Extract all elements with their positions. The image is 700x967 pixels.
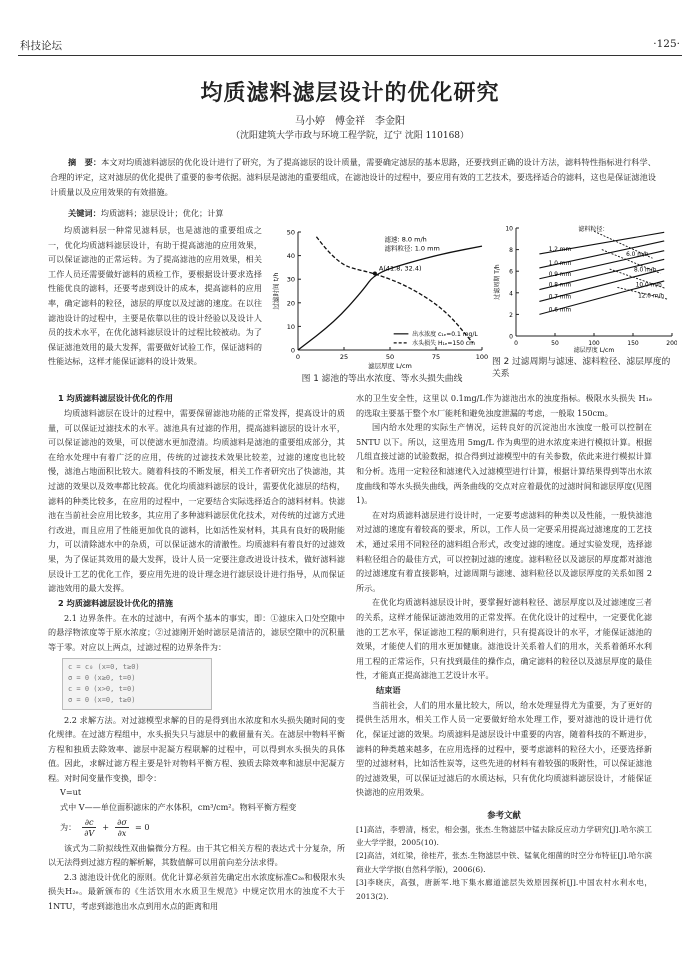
journal-name: 科技论坛 <box>20 40 62 52</box>
figure-2 <box>492 222 677 390</box>
grain-size-label: 1.2 mm <box>548 246 572 253</box>
x-tick-label: 100 <box>588 340 600 347</box>
pde-fraction-1: ∂c ∂V <box>84 817 95 839</box>
y-axis-label: 过滤时间 t/h <box>272 272 280 310</box>
x-axis-label: 滤层厚度 L/cm <box>573 347 615 354</box>
y-tick-label: 10 <box>286 322 295 331</box>
legend-label: 水头损失 H₁ₑ=150 cm <box>412 339 475 347</box>
optimum-point <box>373 272 377 276</box>
abstract-text: 本文对均质滤料滤层的优化设计进行了研究，为了提高滤层的设计质量，需要确定滤层的基本思路，还要找到正确的设计方法，滤料特性指标进行科学、合理的评定，这对滤层的优化提供了重要的参考依据。滤料层是滤池的重要组成，在滤池设计的过程中，要应用有效的工艺技术，要选择适合的滤料，这也是保证滤池设计质量以及应用效果的有效措施。 <box>50 157 656 197</box>
speed-label: 8.0 m/h <box>633 267 657 274</box>
x-tick-label: 50 <box>385 353 395 361</box>
speed-label: 10.0 m/h <box>635 282 662 289</box>
keywords-label: 关键词： <box>68 208 101 218</box>
keywords <box>68 208 224 219</box>
x-tick-label: 100 <box>475 353 489 361</box>
section-1-heading: 1 均质滤料滤层设计优化的作用 <box>58 393 173 403</box>
speed-label: 6.0 m/h <box>626 252 649 259</box>
y-tick-label: 0 <box>290 346 295 355</box>
boundary-line: c = c₀ (x=0, t≥0) <box>68 662 140 671</box>
x-tick-label: 25 <box>339 353 349 361</box>
section-2-heading: 2 均质滤料滤层设计优化的措施 <box>58 597 173 608</box>
left-column <box>48 391 345 914</box>
pde-rhs: = 0 <box>135 822 150 833</box>
page-number: ·125· <box>653 38 680 50</box>
v-definition: 式中 V——单位面积滤床的产水体积，cm³/cm²。物料平衡方程变 <box>60 802 297 813</box>
y-tick-label: 20 <box>286 299 295 308</box>
right-paragraph-1: 水的卫生安全性，这里以 0.1mg/L作为滤池出水的浊度指标。极限水头损失 H₁ₑ 的选取主要基于整个水厂能耗和避免浊度泄漏的考虑，一般取 150cm。 <box>356 393 652 418</box>
legend-label: 出水浓度 c₁ₑ=0.1 mg/L <box>412 330 478 338</box>
x-tick-label: 75 <box>431 353 441 361</box>
figure-2-plot <box>492 222 677 354</box>
x-axis-label: 滤层厚度 L/cm <box>368 362 412 370</box>
optimum-label: A(41.8, 32.4) <box>378 264 422 273</box>
chart-param: 滤料粒径: 1.0 mm <box>384 244 440 253</box>
conclusion-heading: 结束语 <box>376 684 401 695</box>
x-tick-label: 50 <box>551 340 559 347</box>
y-tick-label: 8 <box>509 247 513 255</box>
legend-title: 滤料粒径： <box>578 226 609 234</box>
pde-explanation: 该式为二阶拟线性双曲偏微分方程。由于其它相关方程的表达式十分复杂，所以无法得到过滤方程的解析解，其数值解可以用前向差分法求得。 <box>48 842 345 868</box>
y-tick-label: 0 <box>509 333 513 341</box>
x-tick-label: 0 <box>514 340 518 347</box>
y-tick-label: 2 <box>509 311 513 319</box>
section-2-3-paragraph: 2.3 滤池设计优化的原则。优化计算必须首先确定出水浓度标准C₂ₑ和极限水头损失H₂ₑ。最新颁布的《生活饮用水水质卫生规范》中规定饮用水的浊度不大于 1NTU，考虑到滤池出水点到用水点的距离和用 <box>48 871 345 912</box>
references-title: 参考文献 <box>487 810 521 821</box>
header-rule <box>18 55 682 56</box>
abstract <box>50 155 656 200</box>
boundary-line: c = 0 (x>0, t=0) <box>68 684 136 693</box>
x-tick-label: 0 <box>295 353 301 361</box>
conclusion-text: 当前社会，人们的用水量比较大，所以，给水处理显得尤为重要，为了更好的提供生活用水，相关工作人员一定要做好给水处理工作，要对滤池的设计进行优化，保证过滤的效果。均质滤料是滤层设计中重要的内容，随着科技的不断进步，滤料的种类越来越多，在应用选择的过程中，要考虑滤料的粒径大小，还要选择新型的过滤材料，比如活性炭等，这些先进的材料有着较强的吸附性，可以保证滤池的过滤效果，可以保证过滤后的水质达标，只有优化均质滤料滤层设计，才能保证快滤池的应用效果。 <box>356 699 652 798</box>
intro-paragraph: 均质滤料层一种常见滤料层，也是滤池的重要组成之一，优化均质滤料滤层设计，有助于提高滤池的应用效果，可以保证滤池的正常运转。为了提高滤池的应用效果，相关工作人员还需要做好滤料的质检工作，要根据设计要求选择性能优良的滤料，还要考虑到设计的成本，提高滤料的应用率，确定滤料的粒径，滤层的厚度以及过滤的速度。在以往滤池设计的过程中，主要是依靠以往的设计经验以及设计人员的技术水平，在优化滤料滤层设计的过程比较被动。为了保证滤池效用的最大发挥，需要做好试验工作，保证滤料的性能达标，这样才能保证滤料的设计效果。 <box>48 225 262 367</box>
right-paragraph-4: 在优化均质滤料滤层设计时，要掌握好滤料粒径、滤层厚度以及过滤速度三者的关系，这样才能保证滤池效用的正常发挥。在优化设计的过程中，一定要优化滤池的工艺水平，保证滤池工程的顺利进行，只有提高设计的水平，才能保证滤池的效果，才能使人们的用水更加健康。滤池设计关系着人们的用水，关系着循环水利用工程的正常运作，只有找到最佳的操作点，确定滤料的粒径以及滤层厚度的最佳性，才能真正提高滤池工艺设计水平。 <box>356 597 652 681</box>
affiliation: （沈阳建筑大学市政与环境工程学院，辽宁 沈阳 110168） <box>230 131 470 141</box>
solution-paragraph: 2.2 求解方法。对过滤模型求解的目的是得到出水浓度和水头损失随时间的变化规律。在过滤方程组中，水头损失只与滤层中的截留量有关。在滤层中物料平衡方程和独质去除效率、滤层中泥凝方程联解的过程中，可以得到水头损失的具体值。因此，求解过滤方程主要是针对物料平衡方程、独质去除效率和滤层中泥凝方程。对时间变量作变换，即令： <box>48 714 345 783</box>
figure-1 <box>270 222 490 392</box>
grain-size-label: 0.9 mm <box>548 271 572 278</box>
vut-equation: V=ut <box>60 787 82 798</box>
speed-label: 12.0 m/h <box>638 293 665 300</box>
reference-item: [2]高洁，刘红梁，徐桂芹，张杰.生物滤层中铁、锰氧化细菌的时空分布特征[J].哈尔滨商业大学学报(自然科学版)，2006(6). <box>356 851 652 874</box>
keywords-text: 均质滤料；滤层设计；优化；计算 <box>100 208 224 218</box>
figure-1-plot <box>270 222 490 370</box>
grain-size-label: 1.0 mm <box>548 260 572 267</box>
section-1-paragraph: 均质滤料滤层在设计的过程中，需要保留滤池功能的正常发挥，提高设计的质量，可以保证过滤技术的水平。滤池具有过滤的作用，提高滤料滤层的设计水平，可以保证滤池的效果，可以使滤水更加澄清。均质滤料是滤池的重要组成部分，其在给水处理中有着广泛的应用，传统的过滤技术效果比较差，过滤的速度也比较慢，滤池占地面积比较大。随着科技的不断发展，相关工作者研究出了快滤池，其过滤的效果以及效率都比较高。优化均质滤料滤层的设计，需要优化滤层的结构，滤料的种类比较多，在应用的过程中，一定要结合实际选择适合的滤料材料。快滤池在当前社会应用比较多，其应用了多种滤料滤层优化技术，对传统的过滤方式进行改进，而且应用了性能更加优良的滤料，比如活性炭材料，其具有良好的吸附能力，可以清除滤水中的杂质，可以保证滤水的清澈性。均质滤料有着良好的过滤效果，为了保证其效用的最大发挥，设计人员一定要注意改进设计技术，做好滤料滤层设计工艺的优化工作，要应用先进的设计理念进行滤层设计进行指导，从而保证滤池效用的最大发挥。 <box>48 408 345 594</box>
grain-size-label: 0.7 mm <box>548 294 572 301</box>
y-tick-label: 4 <box>509 290 513 298</box>
y-tick-label: 10 <box>505 225 513 233</box>
grain-size-label: 0.8 mm <box>548 282 572 289</box>
intro-column <box>48 223 262 369</box>
y-tick-label: 30 <box>286 275 295 284</box>
right-paragraph-2: 国内给水处理的实际生产情况，运转良好的沉淀池出水浊度一般可以控制在 5NTU 以下。所以，这里选用 5mg/L 作为典型的进水浓度来进行模拟计算。根据几组直接过滤的试验数据，拟合得到过滤模型中的有关参数，依此来进行模拟计算和分析。选用一定粒径和滤速代入过滤模型进行计算，根据计算结果得到等出水浓度曲线和等水头损失曲线，两条曲线的交点对应着最优的过滤时间和滤层厚度(见图 1)。 <box>356 422 652 506</box>
pde-equation: 为： ∂c ∂V + ∂σ ∂x = 0 <box>60 817 150 839</box>
figure-1-caption: 图 1 滤池的等出水浓度、等水头损失曲线 <box>301 374 463 384</box>
y-tick-label: 6 <box>509 268 513 276</box>
section-2-paragraph: 2.1 边界条件。在水的过滤中，有两个基本的事实，即：①滤床入口处空隙中的悬浮物浓度等于原水浓度；②过滤刚开始时滤层是清洁的，滤层空隙中的沉积量等于零。对应以上两点，过滤过程的边界条件为： <box>48 612 345 652</box>
y-axis-label: 过滤周期 T/h <box>494 264 501 300</box>
x-tick-label: 200 <box>666 340 677 347</box>
reference-item: [3]李晓庆，高强，唐新军.地下集水廊道滤层失效原因探析[J].中国农村水利水电，2013(2). <box>356 878 652 901</box>
x-tick-label: 150 <box>627 340 639 347</box>
right-column <box>356 391 652 903</box>
chart-param: 滤速: 8.0 m/h <box>384 235 427 244</box>
pde-fraction-2: ∂σ ∂x <box>115 817 129 838</box>
y-tick-label: 50 <box>286 228 295 237</box>
authors: 马小婷 傅金祥 李金阳 <box>295 116 405 127</box>
right-paragraph-3: 在对均质滤料滤层进行设计时，一定要考虑滤料的种类以及性能，一般快滤池对过滤的速度有着较高的要求，所以，工作人员一定要采用提高过滤速度的工艺技术，通过采用不同粒径的滤料组合形式，改变过滤的速度。通过实验发现，选择滤料粒径组合的最佳方式，可以控制过滤的速度。滤料粒径以及滤层的厚度都对滤池的过滤速度有着直接影响，过滤周期与滤速、滤料粒径以及滤层厚度的关系如图 2 所示。 <box>356 509 652 593</box>
pde-lead: 为： <box>60 822 77 833</box>
figure-2-caption: 图 2 过滤周期与滤速、滤料粒径、滤层厚度的关系 <box>492 357 671 379</box>
reference-item: [1]高洁，李碧清，杨宏，相会强，张杰.生物滤层中锰去除反应动力学研究[J].哈尔滨工业大学学报，2005(10). <box>356 824 652 848</box>
references-list <box>356 823 652 903</box>
boundary-line: σ = 0 (x≥0, t=0) <box>68 673 136 682</box>
boundary-conditions <box>62 658 212 710</box>
grain-size-label: 0.6 mm <box>548 307 572 314</box>
boundary-line: σ = 0 (x=0, t≥0) <box>68 695 136 704</box>
article-title: 均质滤料滤层设计的优化研究 <box>200 81 500 106</box>
abstract-label: 摘 要： <box>68 157 102 167</box>
y-tick-label: 40 <box>286 252 295 261</box>
